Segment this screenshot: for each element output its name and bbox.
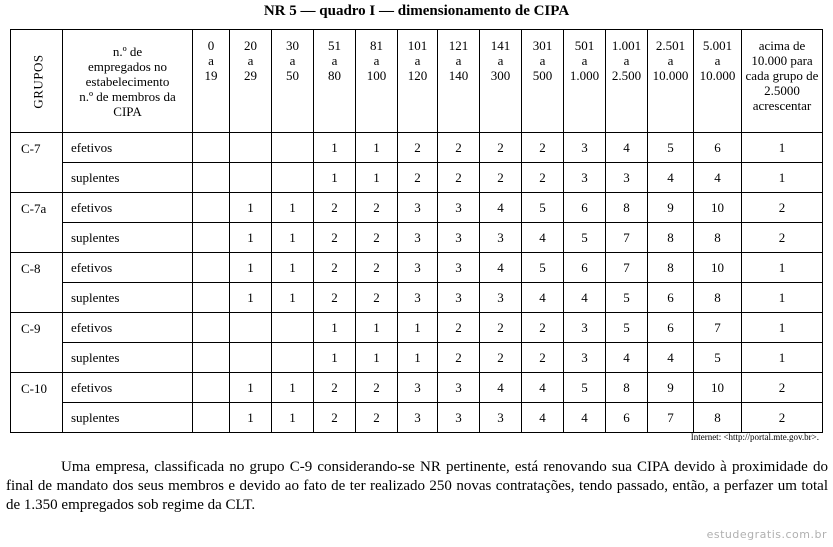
row-label: suplentes <box>63 163 193 193</box>
range-header <box>398 30 438 133</box>
value-cell: 2 <box>480 343 522 373</box>
value-cell: 1 <box>230 193 272 223</box>
value-cell: 4 <box>480 193 522 223</box>
group-name: C-8 <box>11 253 63 313</box>
value-cell: 4 <box>522 373 564 403</box>
value-cell: 2 <box>356 253 398 283</box>
range-line: a <box>247 53 254 68</box>
value-cell: 4 <box>564 403 606 433</box>
group-name: C-7a <box>11 193 63 253</box>
value-cell: 2 <box>314 193 356 223</box>
value-cell <box>193 343 230 373</box>
value-cell: 3 <box>606 163 648 193</box>
value-cell: 1 <box>272 223 314 253</box>
range-line: 81 <box>370 38 383 53</box>
row-label: efetivos <box>63 313 193 343</box>
range-line: 80 <box>328 68 341 83</box>
range-line: 301 <box>532 38 553 53</box>
value-cell <box>193 163 230 193</box>
range-line: 51 <box>328 38 341 53</box>
range-header <box>438 30 480 133</box>
range-line: 121 <box>448 38 469 53</box>
value-cell <box>193 403 230 433</box>
range-header <box>314 30 356 133</box>
value-cell: 4 <box>522 223 564 253</box>
range-line: 0 <box>207 38 215 53</box>
value-cell <box>272 313 314 343</box>
value-cell: 4 <box>606 343 648 373</box>
value-cell: 1 <box>230 403 272 433</box>
value-cell: 4 <box>480 373 522 403</box>
description-line: empregados no <box>87 58 168 74</box>
value-cell: 2 <box>522 163 564 193</box>
value-cell: 1 <box>230 223 272 253</box>
value-cell: 5 <box>606 283 648 313</box>
value-cell: 1 <box>356 343 398 373</box>
above-header-line: 10.000 para <box>751 53 813 68</box>
value-cell: 3 <box>564 133 606 163</box>
value-cell: 8 <box>648 253 694 283</box>
value-cell: 1 <box>742 313 823 343</box>
value-cell: 1 <box>742 253 823 283</box>
value-cell: 3 <box>398 403 438 433</box>
value-cell <box>230 133 272 163</box>
value-cell: 2 <box>742 223 823 253</box>
value-cell: 2 <box>480 133 522 163</box>
above-header-line: 2.5000 <box>764 83 800 98</box>
value-cell: 5 <box>522 193 564 223</box>
group-name: C-9 <box>11 313 63 373</box>
range-line: a <box>539 53 546 68</box>
value-cell: 10 <box>694 253 742 283</box>
value-cell: 6 <box>648 313 694 343</box>
value-cell: 3 <box>398 373 438 403</box>
value-cell: 3 <box>438 403 480 433</box>
value-cell: 1 <box>398 313 438 343</box>
range-line: a <box>497 53 504 68</box>
value-cell: 2 <box>480 313 522 343</box>
value-cell: 9 <box>648 193 694 223</box>
row-label: efetivos <box>63 373 193 403</box>
range-line: 300 <box>490 68 511 83</box>
value-cell <box>272 133 314 163</box>
value-cell: 4 <box>648 163 694 193</box>
value-cell: 10 <box>694 373 742 403</box>
value-cell: 3 <box>438 283 480 313</box>
range-line: 10.000 <box>652 68 689 83</box>
value-cell: 2 <box>742 193 823 223</box>
range-line: 2.500 <box>611 68 642 83</box>
value-cell: 5 <box>606 313 648 343</box>
range-line: a <box>581 53 588 68</box>
value-cell <box>193 253 230 283</box>
value-cell <box>193 313 230 343</box>
range-line: 1.001 <box>611 38 642 53</box>
range-line: 19 <box>204 68 218 83</box>
row-label: efetivos <box>63 193 193 223</box>
value-cell: 3 <box>398 223 438 253</box>
range-line: a <box>289 53 296 68</box>
value-cell: 7 <box>606 223 648 253</box>
table-row <box>11 343 823 373</box>
value-cell: 2 <box>398 133 438 163</box>
table-row <box>11 253 823 283</box>
value-cell: 8 <box>694 283 742 313</box>
table-row <box>11 403 823 433</box>
group-name: C-7 <box>11 133 63 193</box>
grupos-label: GRUPOS <box>30 53 46 109</box>
value-cell: 5 <box>522 253 564 283</box>
value-cell: 2 <box>356 373 398 403</box>
range-header <box>356 30 398 133</box>
value-cell: 2 <box>356 403 398 433</box>
table-body <box>11 133 823 433</box>
page-title: NR 5 — quadro I — dimensionamento de CIPA <box>263 3 570 19</box>
range-line: 2.501 <box>655 38 686 53</box>
value-cell: 2 <box>438 343 480 373</box>
row-label: efetivos <box>63 133 193 163</box>
range-line: 5.001 <box>702 38 733 53</box>
header-row <box>11 30 823 133</box>
range-line: a <box>714 53 721 68</box>
value-cell: 5 <box>564 223 606 253</box>
description-line: n.º de <box>112 43 143 59</box>
group-name: C-10 <box>11 373 63 433</box>
range-header <box>648 30 694 133</box>
value-cell: 2 <box>356 223 398 253</box>
value-cell: 2 <box>314 253 356 283</box>
table-row <box>11 313 823 343</box>
table-row <box>11 163 823 193</box>
value-cell <box>193 223 230 253</box>
range-line: 100 <box>366 68 387 83</box>
value-cell: 4 <box>648 343 694 373</box>
range-line: 141 <box>490 38 511 53</box>
value-cell: 4 <box>480 253 522 283</box>
description-line: n.º de membros da <box>79 88 176 104</box>
range-header <box>694 30 742 133</box>
value-cell: 3 <box>398 253 438 283</box>
range-line: 500 <box>532 68 553 83</box>
value-cell: 5 <box>564 373 606 403</box>
row-label: suplentes <box>63 343 193 373</box>
range-line: 29 <box>244 68 257 83</box>
above-10000-header <box>742 30 823 133</box>
value-cell: 2 <box>356 193 398 223</box>
range-line: a <box>208 53 214 68</box>
value-cell <box>230 313 272 343</box>
value-cell <box>193 373 230 403</box>
value-cell <box>230 163 272 193</box>
value-cell: 1 <box>742 343 823 373</box>
value-cell: 8 <box>606 193 648 223</box>
above-header-line: cada grupo de <box>745 68 819 83</box>
range-header <box>564 30 606 133</box>
row-label: suplentes <box>63 403 193 433</box>
value-cell: 9 <box>648 373 694 403</box>
value-cell: 1 <box>398 343 438 373</box>
row-label: suplentes <box>63 283 193 313</box>
cipa-table <box>10 29 823 433</box>
range-line: a <box>331 53 338 68</box>
value-cell: 8 <box>648 223 694 253</box>
grupos-header <box>11 30 63 133</box>
range-line: a <box>667 53 674 68</box>
value-cell: 3 <box>480 403 522 433</box>
table-row <box>11 373 823 403</box>
value-cell: 3 <box>438 373 480 403</box>
value-cell: 1 <box>272 253 314 283</box>
row-label: efetivos <box>63 253 193 283</box>
value-cell: 1 <box>272 193 314 223</box>
range-line: a <box>455 53 462 68</box>
value-cell: 4 <box>606 133 648 163</box>
value-cell: 1 <box>742 163 823 193</box>
range-line: 50 <box>286 68 299 83</box>
value-cell: 6 <box>648 283 694 313</box>
value-cell: 3 <box>480 283 522 313</box>
source-citation: Internet: <http://portal.mte.gov.br>. <box>690 432 819 442</box>
value-cell: 7 <box>606 253 648 283</box>
value-cell: 2 <box>480 163 522 193</box>
value-cell <box>272 343 314 373</box>
value-cell: 3 <box>438 223 480 253</box>
question-paragraph: Uma empresa, classificada no grupo C-9 considerando-se NR pertinente, está renovando sua CIPA devido à proximidade do final de mandato dos seus membros e devido ao fato de ter realizado 250 novas contratações, tendo passado, então, a perfazer um total de 1.350 empregados sob regime da CLT. <box>6 459 828 513</box>
value-cell: 3 <box>438 253 480 283</box>
value-cell: 4 <box>564 283 606 313</box>
table-row <box>11 133 823 163</box>
value-cell: 3 <box>564 343 606 373</box>
value-cell: 8 <box>606 373 648 403</box>
value-cell: 5 <box>694 343 742 373</box>
range-line: 140 <box>448 68 469 83</box>
row-label: suplentes <box>63 223 193 253</box>
value-cell: 2 <box>742 403 823 433</box>
value-cell: 2 <box>438 313 480 343</box>
value-cell: 6 <box>564 253 606 283</box>
value-cell: 2 <box>742 373 823 403</box>
value-cell: 1 <box>742 283 823 313</box>
range-line: 1.000 <box>569 68 600 83</box>
value-cell: 1 <box>356 163 398 193</box>
value-cell: 5 <box>648 133 694 163</box>
value-cell: 4 <box>522 403 564 433</box>
value-cell: 1 <box>314 163 356 193</box>
value-cell: 1 <box>314 343 356 373</box>
value-cell: 4 <box>694 163 742 193</box>
value-cell: 2 <box>314 223 356 253</box>
above-header-line: acrescentar <box>752 98 812 113</box>
watermark: estudegratis.com.br <box>706 528 827 541</box>
value-cell: 2 <box>522 343 564 373</box>
value-cell: 1 <box>314 313 356 343</box>
value-cell <box>193 193 230 223</box>
description-line: estabelecimento <box>85 73 170 89</box>
value-cell <box>272 163 314 193</box>
value-cell: 2 <box>522 313 564 343</box>
value-cell: 2 <box>356 283 398 313</box>
range-line: 101 <box>407 38 428 53</box>
range-line: 30 <box>286 38 299 53</box>
value-cell: 3 <box>480 223 522 253</box>
value-cell: 1 <box>272 403 314 433</box>
value-cell: 3 <box>564 163 606 193</box>
value-cell: 1 <box>356 133 398 163</box>
value-cell: 2 <box>314 403 356 433</box>
value-cell: 6 <box>606 403 648 433</box>
range-line: 20 <box>244 38 257 53</box>
range-line: a <box>373 53 380 68</box>
value-cell: 3 <box>398 283 438 313</box>
range-line: a <box>414 53 421 68</box>
range-header <box>606 30 648 133</box>
above-header-line: acima de <box>758 38 806 53</box>
value-cell: 2 <box>438 133 480 163</box>
value-cell <box>193 283 230 313</box>
range-header <box>272 30 314 133</box>
value-cell: 1 <box>230 283 272 313</box>
value-cell: 7 <box>648 403 694 433</box>
value-cell: 8 <box>694 403 742 433</box>
range-header <box>193 30 230 133</box>
value-cell: 10 <box>694 193 742 223</box>
description-header <box>63 30 193 133</box>
value-cell: 4 <box>522 283 564 313</box>
value-cell: 1 <box>230 373 272 403</box>
table-row <box>11 283 823 313</box>
value-cell: 8 <box>694 223 742 253</box>
value-cell: 1 <box>314 133 356 163</box>
range-line: 120 <box>407 68 428 83</box>
range-line: a <box>623 53 630 68</box>
value-cell: 2 <box>438 163 480 193</box>
value-cell: 1 <box>742 133 823 163</box>
range-line: 501 <box>574 38 595 53</box>
table-row <box>11 193 823 223</box>
value-cell: 1 <box>272 283 314 313</box>
value-cell <box>193 133 230 163</box>
value-cell: 2 <box>522 133 564 163</box>
range-header <box>480 30 522 133</box>
value-cell: 1 <box>230 253 272 283</box>
value-cell: 2 <box>314 283 356 313</box>
value-cell: 2 <box>398 163 438 193</box>
value-cell: 3 <box>398 193 438 223</box>
value-cell: 1 <box>272 373 314 403</box>
value-cell: 1 <box>356 313 398 343</box>
description-line: CIPA <box>113 103 142 119</box>
value-cell: 6 <box>694 133 742 163</box>
table-row <box>11 223 823 253</box>
value-cell: 7 <box>694 313 742 343</box>
range-header <box>522 30 564 133</box>
value-cell <box>230 343 272 373</box>
value-cell: 3 <box>438 193 480 223</box>
value-cell: 3 <box>564 313 606 343</box>
value-cell: 2 <box>314 373 356 403</box>
range-header <box>230 30 272 133</box>
range-line: 10.000 <box>699 68 736 83</box>
value-cell: 6 <box>564 193 606 223</box>
